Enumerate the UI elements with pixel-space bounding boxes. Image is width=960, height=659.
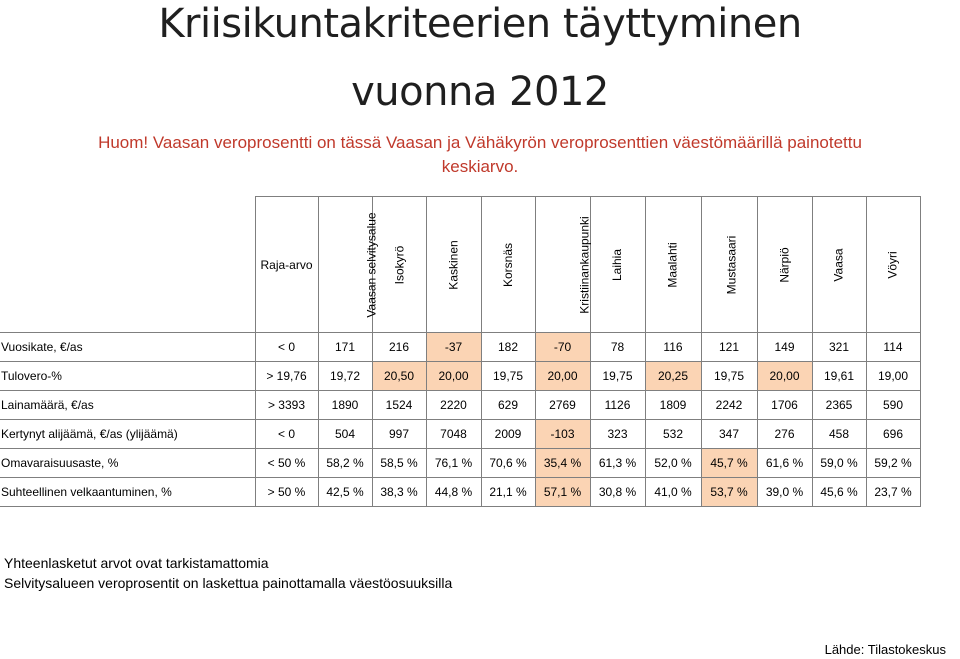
table-cell: 78 <box>590 333 645 362</box>
column-name: Isokyrö <box>392 245 406 284</box>
header-raja-arvo <box>255 197 318 333</box>
table-cell: 116 <box>645 333 701 362</box>
row-limit: < 0 <box>255 333 318 362</box>
raja-arvo-label: Raja-arvo <box>260 257 313 272</box>
table-cell: 149 <box>757 333 812 362</box>
table-cell: 39,0 % <box>757 478 812 507</box>
table-cell: 21,1 % <box>481 478 535 507</box>
row-label: Lainamäärä, €/as <box>0 391 255 420</box>
table-cell: 23,7 % <box>866 478 920 507</box>
table-cell: 20,00 <box>426 362 481 391</box>
table-row <box>0 333 920 362</box>
header-column <box>866 197 920 333</box>
page-title-line-2: vuonna 2012 <box>351 69 609 115</box>
table-cell: 997 <box>372 420 426 449</box>
table-cell: 1126 <box>590 391 645 420</box>
column-name: Närpiö <box>777 246 792 283</box>
header-column <box>701 197 757 333</box>
table-cell: 276 <box>757 420 812 449</box>
table-cell: 1706 <box>757 391 812 420</box>
table-cell: 347 <box>701 420 757 449</box>
row-label: Omavaraisuusaste, % <box>0 449 255 478</box>
source-label: Lähde: Tilastokeskus <box>824 642 946 657</box>
table-cell: 19,75 <box>701 362 757 391</box>
table-cell: 58,2 % <box>318 449 372 478</box>
table-cell: 504 <box>318 420 372 449</box>
table-cell: -103 <box>535 420 590 449</box>
header-row <box>0 197 920 333</box>
table-cell: 1809 <box>645 391 701 420</box>
table-cell: 20,25 <box>645 362 701 391</box>
table-cell: 121 <box>701 333 757 362</box>
table-cell: 323 <box>590 420 645 449</box>
table-cell: 59,0 % <box>812 449 866 478</box>
table-cell: -37 <box>426 333 481 362</box>
table-row <box>0 420 920 449</box>
row-limit: < 0 <box>255 420 318 449</box>
header-column <box>535 197 590 333</box>
header-column <box>590 197 645 333</box>
table-cell: 41,0 % <box>645 478 701 507</box>
table-cell: 629 <box>481 391 535 420</box>
table-cell: 2242 <box>701 391 757 420</box>
row-label: Suhteellinen velkaantuminen, % <box>0 478 255 507</box>
table-cell: 45,6 % <box>812 478 866 507</box>
table-cell: 458 <box>812 420 866 449</box>
table-cell: 19,72 <box>318 362 372 391</box>
table-cell: 2769 <box>535 391 590 420</box>
column-name: Kristiinankaupunki <box>577 215 592 314</box>
row-limit: > 50 % <box>255 478 318 507</box>
table-cell: 30,8 % <box>590 478 645 507</box>
row-limit: > 3393 <box>255 391 318 420</box>
row-label: Vuosikate, €/as <box>0 333 255 362</box>
header-column <box>426 197 481 333</box>
column-name: Korsnäs <box>501 242 515 287</box>
row-label: Tulovero-% <box>0 362 255 391</box>
table-cell: 53,7 % <box>701 478 757 507</box>
header-column <box>372 197 426 333</box>
table-cell: 532 <box>645 420 701 449</box>
table-cell: 61,3 % <box>590 449 645 478</box>
table-cell: 114 <box>866 333 920 362</box>
criteria-table <box>0 196 921 507</box>
table-cell: 171 <box>318 333 372 362</box>
table-cell: 35,4 % <box>535 449 590 478</box>
table-row <box>0 478 920 507</box>
table-cell: 42,5 % <box>318 478 372 507</box>
header-column <box>481 197 535 333</box>
table-cell: 70,6 % <box>481 449 535 478</box>
column-name: Maalahti <box>665 241 680 288</box>
column-name: Mustasaari <box>723 235 738 294</box>
table-cell: 52,0 % <box>645 449 701 478</box>
table-cell: 2220 <box>426 391 481 420</box>
table-cell: 7048 <box>426 420 481 449</box>
table-cell: 1524 <box>372 391 426 420</box>
table-cell: 590 <box>866 391 920 420</box>
table-cell: 19,75 <box>590 362 645 391</box>
header-column <box>812 197 866 333</box>
table-cell: 2365 <box>812 391 866 420</box>
table-cell: 321 <box>812 333 866 362</box>
row-limit: < 50 % <box>255 449 318 478</box>
table-cell: 216 <box>372 333 426 362</box>
note-1: Yhteenlasketut arvot ovat tarkistamattomia <box>4 555 269 571</box>
table-row <box>0 391 920 420</box>
table-cell: 20,00 <box>757 362 812 391</box>
column-name: Laihia <box>610 248 625 281</box>
row-limit: > 19,76 <box>255 362 318 391</box>
table-cell: 19,00 <box>866 362 920 391</box>
table-cell: 57,1 % <box>535 478 590 507</box>
table-cell: 44,8 % <box>426 478 481 507</box>
table-cell: 1890 <box>318 391 372 420</box>
column-name: Kaskinen <box>446 239 461 290</box>
table-cell: 38,3 % <box>372 478 426 507</box>
column-name: Vaasa <box>831 247 846 282</box>
note-2: Selvitysalueen veroprosentit on laskettua painottamalla väestöosuuksilla <box>4 575 453 591</box>
table-cell: 76,1 % <box>426 449 481 478</box>
page-title-line-1: Kriisikuntakriteerien täyttyminen <box>158 1 802 47</box>
column-name: Vaasan selvitysalue <box>364 211 379 318</box>
table-cell: 696 <box>866 420 920 449</box>
table-cell: 59,2 % <box>866 449 920 478</box>
table-cell: 58,5 % <box>372 449 426 478</box>
table-cell: 20,50 <box>372 362 426 391</box>
subtitle-line-2: keskiarvo. <box>441 157 519 176</box>
table-cell: 61,6 % <box>757 449 812 478</box>
header-column <box>757 197 812 333</box>
table-cell: 45,7 % <box>701 449 757 478</box>
table-cell: -70 <box>535 333 590 362</box>
table-cell: 19,61 <box>812 362 866 391</box>
table-cell: 19,75 <box>481 362 535 391</box>
subtitle-line-1: Huom! Vaasan veroprosentti on tässä Vaasan ja Vähäkyrön veroprosenttien väestömäärillä painotettu <box>98 133 862 152</box>
header-column <box>318 197 379 333</box>
column-name: Vöyri <box>886 250 900 279</box>
header-corner <box>0 197 255 333</box>
table-cell: 182 <box>481 333 535 362</box>
table-row <box>0 449 920 478</box>
table-cell: 20,00 <box>535 362 590 391</box>
table-row <box>0 362 920 391</box>
header-column <box>645 197 701 333</box>
table-cell: 2009 <box>481 420 535 449</box>
row-label: Kertynyt alijäämä, €/as (ylijäämä) <box>0 420 255 449</box>
